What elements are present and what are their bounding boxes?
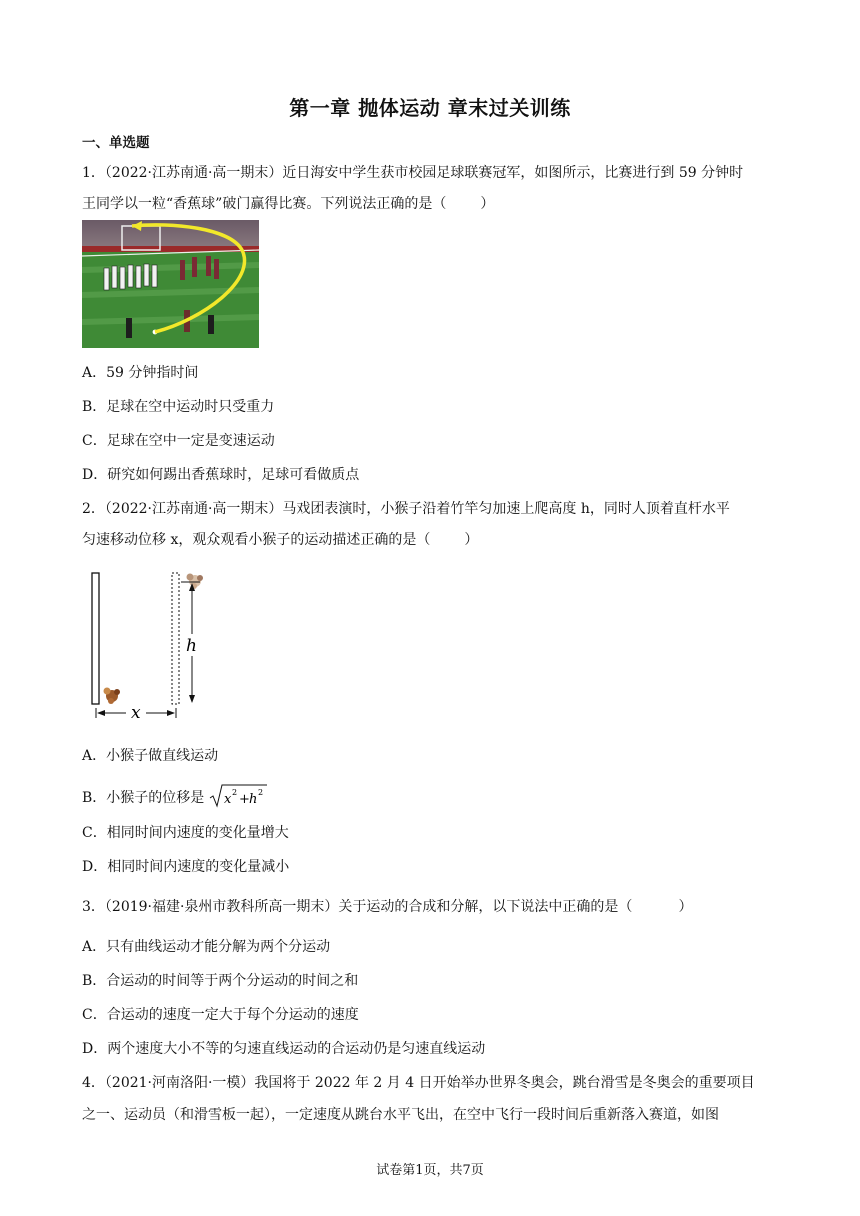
question-1-option-a: A．59 分钟指时间	[82, 365, 199, 381]
question-1-option-b: B．足球在空中运动时只受重力	[82, 399, 275, 415]
question-3-option-c: C．合运动的速度一定大于每个分运动的速度	[82, 1007, 359, 1023]
question-1-line-2: 王同学以一粒“香蕉球”破门赢得比赛。下列说法正确的是（ ）	[82, 196, 495, 212]
page-title: 第一章 抛体运动 章末过关训练	[289, 96, 571, 120]
question-2-option-c: C．相同时间内速度的变化量增大	[82, 825, 289, 841]
svg-text:x: x	[223, 792, 232, 807]
label-h: h	[186, 636, 197, 656]
monkey-pole-diagram	[82, 568, 212, 723]
question-2-option-a: A．小猴子做直线运动	[82, 748, 219, 764]
question-2-line-1: 2．（2022·江苏南通·高一期末）马戏团表演时，小猴子沿着竹竿匀加速上爬高度 h，同时人顶着直杆水平	[82, 501, 730, 517]
football-photo	[82, 220, 259, 348]
svg-text:2: 2	[231, 788, 237, 797]
svg-text:+: +	[238, 792, 250, 807]
sqrt-formula	[209, 783, 269, 813]
question-1-option-c: C．足球在空中一定是变速运动	[82, 433, 275, 449]
monkey-top-icon	[187, 574, 204, 590]
question-3-option-d: D．两个速度大小不等的匀速直线运动的合运动仍是匀速直线运动	[82, 1041, 486, 1057]
question-1-option-d: D．研究如何踢出香蕉球时，足球可看做质点	[82, 467, 360, 483]
question-2-option-d: D．相同时间内速度的变化量减小	[82, 859, 290, 875]
monkey-bottom-icon	[104, 688, 121, 705]
question-3-option-a: A．只有曲线运动才能分解为两个分运动	[82, 939, 331, 955]
question-3-line-1: 3．（2019·福建·泉州市教科所高一期末）关于运动的合成和分解，以下说法中正确的是（ ）	[82, 899, 693, 915]
question-3-option-b: B．合运动的时间等于两个分运动的时间之和	[82, 973, 359, 989]
question-4-line-2: 之一、运动员（和滑雪板一起），一定速度从跳台水平飞出，在空中飞行一段时间后重新落入赛道，如图	[82, 1107, 719, 1123]
section-heading: 一、单选题	[82, 135, 150, 151]
page-footer: 试卷第1页，共7页	[376, 1163, 484, 1178]
question-2-option-b: B．小猴子的位移是 x 2 + h 2	[82, 783, 269, 813]
svg-text:h: h	[248, 792, 258, 807]
label-x: x	[131, 703, 141, 723]
question-4-line-1: 4．（2021·河南洛阳·一模）我国将于 2022 年 2 月 4 日开始举办世界冬奥会，跳台滑雪是冬奥会的重要项目	[82, 1075, 755, 1091]
svg-text:2: 2	[257, 788, 263, 797]
question-1-line-1: 1．（2022·江苏南通·高一期末）近日海安中学生获市校园足球联赛冠军，如图所示，比赛进行到 59 分钟时	[82, 165, 744, 181]
question-2-line-2: 匀速移动位移 x，观众观看小猴子的运动描述正确的是（ ）	[82, 532, 479, 548]
